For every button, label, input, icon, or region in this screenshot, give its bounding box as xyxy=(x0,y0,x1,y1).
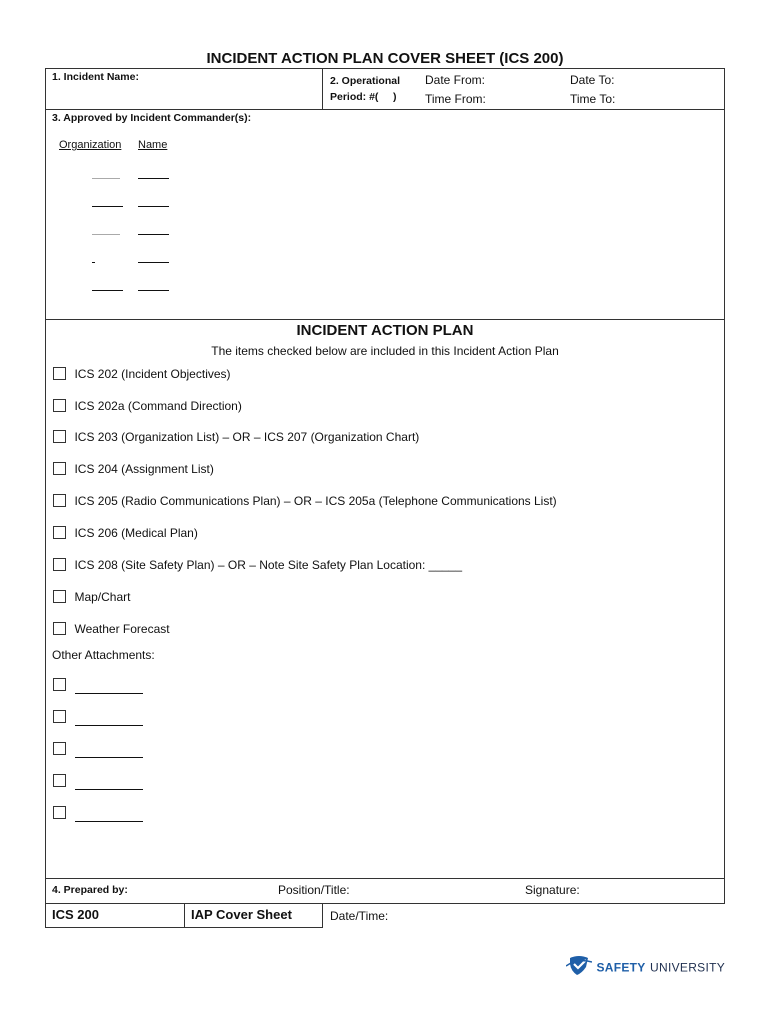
org-line-2[interactable] xyxy=(92,206,123,207)
attachment-blank[interactable] xyxy=(75,809,143,822)
iap-item-label: ICS 208 (Site Safety Plan) – OR – Note Site Safety Plan Location: _____ xyxy=(74,558,463,572)
checkbox[interactable] xyxy=(53,526,66,539)
prepared-by-label: 4. Prepared by: xyxy=(52,884,128,896)
incident-name-label: 1. Incident Name: xyxy=(52,71,139,83)
safety-university-logo xyxy=(566,954,725,981)
name-line-3[interactable] xyxy=(138,234,169,235)
iap-item-1[interactable] xyxy=(53,365,231,383)
iap-item-label: Weather Forecast xyxy=(74,622,170,636)
date-from-field[interactable]: Date From: xyxy=(425,73,486,87)
iap-item-9[interactable] xyxy=(53,620,170,638)
time-from-field[interactable]: Time From: xyxy=(425,92,486,106)
checkbox[interactable] xyxy=(53,430,66,443)
attachment-blank[interactable] xyxy=(75,745,143,758)
operational-period-number[interactable]: Period: #( ) xyxy=(330,91,397,103)
page-title: INCIDENT ACTION PLAN COVER SHEET (ICS 200) xyxy=(206,50,564,67)
org-line-1[interactable] xyxy=(92,178,120,179)
date-time-field[interactable]: Date/Time: xyxy=(330,909,389,923)
name-line-4[interactable] xyxy=(138,262,169,263)
iap-item-label: ICS 205 (Radio Communications Plan) – OR – ICS 205a (Telephone Communications List) xyxy=(74,494,557,508)
logo-text-bold: SAFETY xyxy=(596,960,646,975)
iap-item-label: ICS 203 (Organization List) – OR – ICS 207 (Organization Chart) xyxy=(74,430,420,444)
checkbox[interactable] xyxy=(53,462,66,475)
other-attachment-3[interactable] xyxy=(53,740,143,758)
other-attachment-5[interactable] xyxy=(53,804,143,822)
time-to-field[interactable]: Time To: xyxy=(570,92,616,106)
checkbox[interactable] xyxy=(53,399,66,412)
checkbox[interactable] xyxy=(53,710,66,723)
org-line-3[interactable] xyxy=(92,234,120,235)
col-name: Name xyxy=(138,139,168,151)
iap-item-label: Map/Chart xyxy=(74,590,131,604)
name-line-1[interactable] xyxy=(138,178,169,179)
org-line-4[interactable] xyxy=(92,262,95,263)
iap-item-label: ICS 202 (Incident Objectives) xyxy=(74,367,231,381)
header-divider xyxy=(322,68,323,110)
checkbox[interactable] xyxy=(53,494,66,507)
iap-item-8[interactable] xyxy=(53,588,130,606)
attachment-blank[interactable] xyxy=(75,777,143,790)
iap-heading: INCIDENT ACTION PLAN xyxy=(296,322,474,339)
col-organization: Organization xyxy=(59,139,122,151)
iap-item-label: ICS 206 (Medical Plan) xyxy=(74,526,198,540)
iap-item-6[interactable] xyxy=(53,524,198,542)
iap-item-3[interactable] xyxy=(53,428,419,446)
attachment-blank[interactable] xyxy=(75,713,143,726)
iap-item-5[interactable] xyxy=(53,492,557,510)
name-line-2[interactable] xyxy=(138,206,169,207)
iap-item-2[interactable] xyxy=(53,397,242,415)
iap-item-label: ICS 204 (Assignment List) xyxy=(74,462,214,476)
org-line-5[interactable] xyxy=(92,290,123,291)
approved-label: 3. Approved by Incident Commander(s): xyxy=(52,112,252,124)
incident-name-field[interactable] xyxy=(150,70,318,86)
checkbox[interactable] xyxy=(53,558,66,571)
other-attachment-1[interactable] xyxy=(53,676,143,694)
checkbox[interactable] xyxy=(53,622,66,635)
checkbox[interactable] xyxy=(53,367,66,380)
iap-subheading: The items checked below are included in this Incident Action Plan xyxy=(211,344,559,358)
shield-icon xyxy=(566,954,592,981)
prepared-section xyxy=(45,878,725,904)
other-attachment-2[interactable] xyxy=(53,708,143,726)
other-attachment-4[interactable] xyxy=(53,772,143,790)
checkbox[interactable] xyxy=(53,590,66,603)
iap-item-4[interactable] xyxy=(53,460,214,478)
checkbox[interactable] xyxy=(53,678,66,691)
operational-period-label: 2. Operational xyxy=(330,75,401,87)
date-to-field[interactable]: Date To: xyxy=(570,73,615,87)
form-name: IAP Cover Sheet xyxy=(191,907,292,922)
checkbox[interactable] xyxy=(53,774,66,787)
attachment-blank[interactable] xyxy=(75,681,143,694)
form-id: ICS 200 xyxy=(52,907,99,922)
logo-text-regular: UNIVERSITY xyxy=(650,960,726,975)
iap-item-label: ICS 202a (Command Direction) xyxy=(74,399,242,413)
name-line-5[interactable] xyxy=(138,290,169,291)
checkbox[interactable] xyxy=(53,806,66,819)
signature-field[interactable]: Signature: xyxy=(525,883,580,897)
position-title-field[interactable]: Position/Title: xyxy=(278,883,350,897)
checkbox[interactable] xyxy=(53,742,66,755)
iap-item-7[interactable] xyxy=(53,556,462,574)
other-attachments-label: Other Attachments: xyxy=(52,648,155,662)
